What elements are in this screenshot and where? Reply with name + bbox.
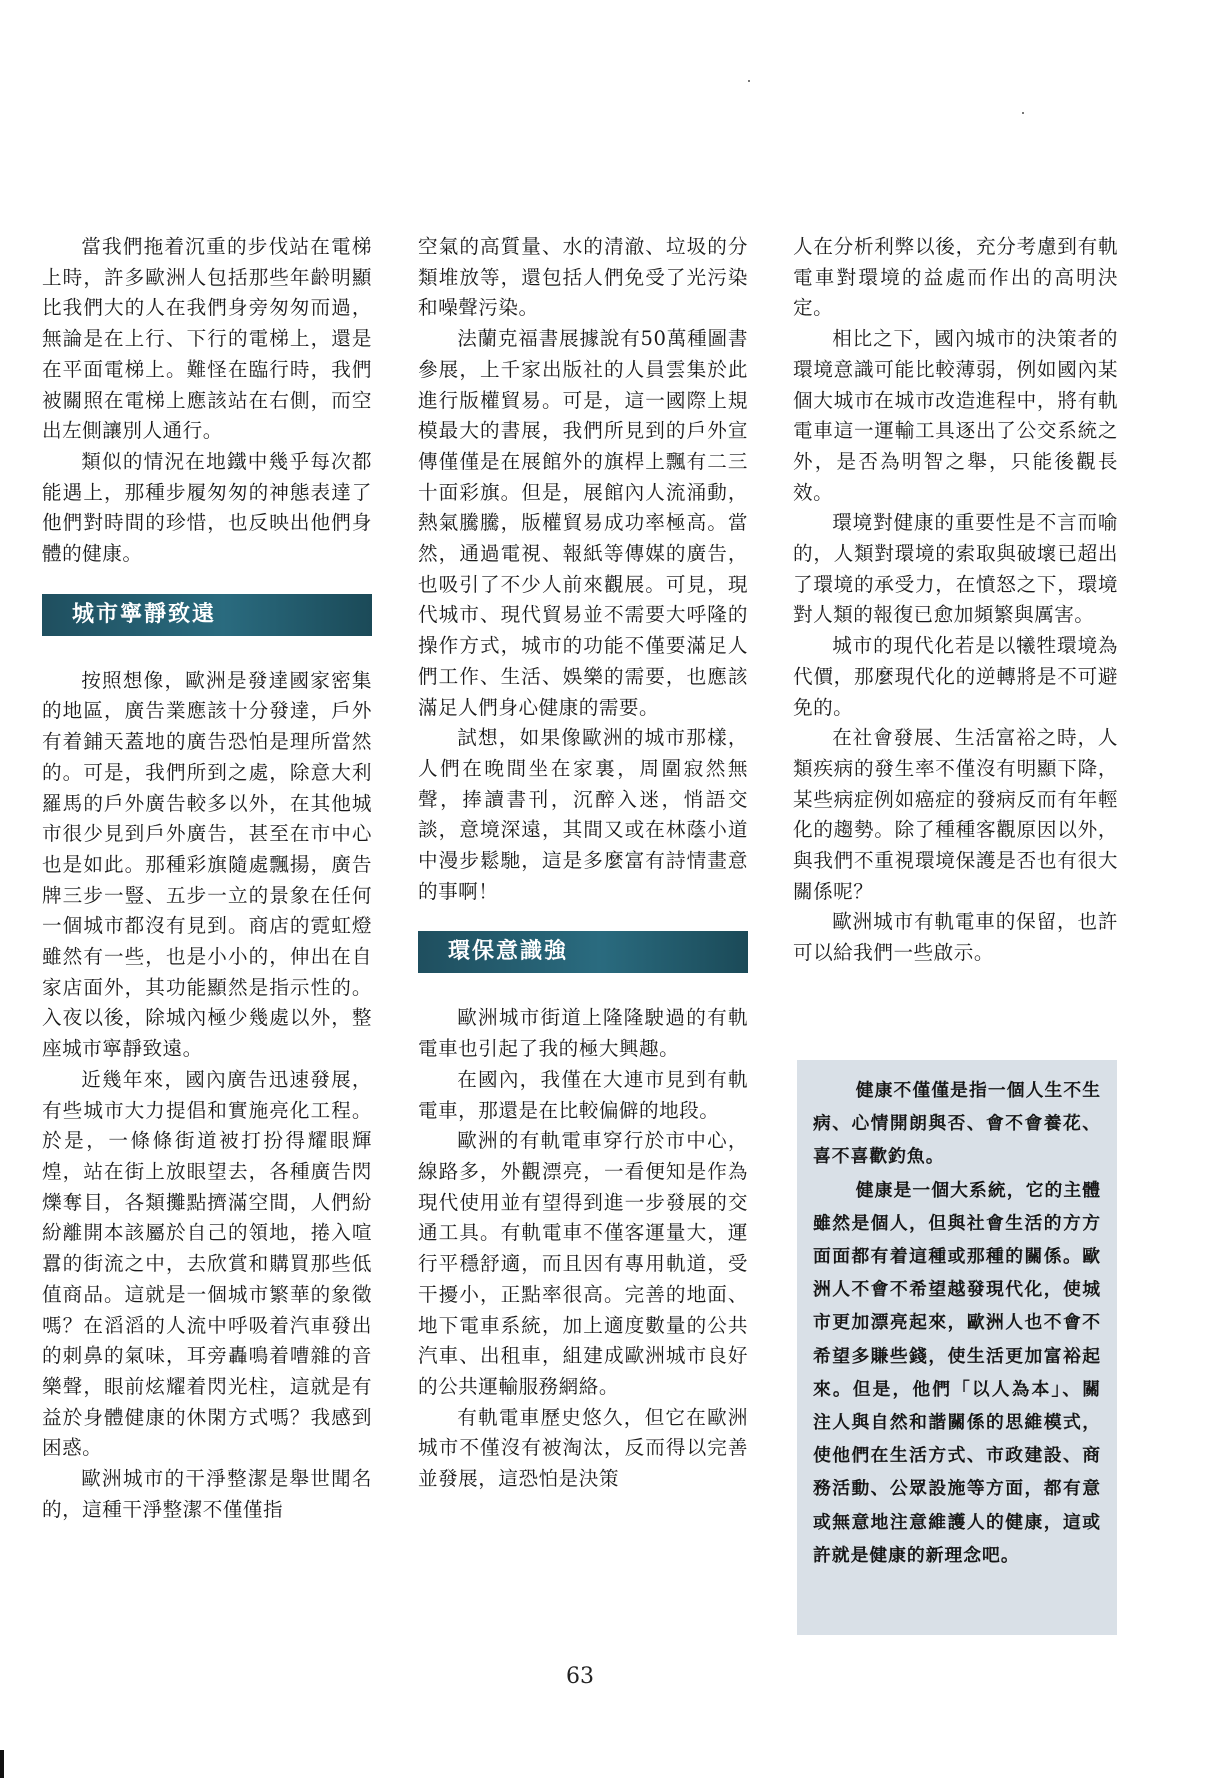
paragraph: 在國內，我僅在大連市見到有軌電車，那還是在比較偏僻的地段。 (418, 1067, 748, 1122)
paragraph: 環境對健康的重要性是不言而喻的，人類對環境的索取與破壞已超出了環境的承受力，在憤怒之下，環境對人類的報復已愈加頻繁與厲害。 (793, 511, 1118, 627)
crop-mark (0, 1750, 4, 1778)
paragraph: 歐洲城市的干淨整潔是舉世聞名的，這種干淨整潔不僅僅指 (42, 1467, 372, 1521)
paragraph: 歐洲城市街道上隆隆駛過的有軌電車也引起了我的極大興趣。 (418, 1006, 748, 1061)
paragraph: 試想，如果像歐洲的城市那樣，人們在晚間坐在家裏，周圍寂然無聲，捧讀書刊，沉醉入迷，悄語交談，意境深遠，其間又或在林蔭小道中漫步鬆馳，這是多麼富有詩情畫意的事啊！ (418, 726, 748, 903)
paragraph: 城市的現代化若是以犧牲環境為代價，那麼現代化的逆轉將是不可避免的。 (793, 634, 1118, 719)
paragraph: 當我們拖着沉重的步伐站在電梯上時，許多歐洲人包括那些年齡明顯比我們大的人在我們身旁匆匆而過，無論是在上行、下行的電梯上，還是在平面電梯上。難怪在臨行時，我們被關照在電梯上應該站在右側，而空出左側讓別人通行。 (42, 235, 372, 443)
scan-speck (1022, 112, 1024, 114)
sidebar-paragraph: 健康不僅僅是指一個人生不生病、心情開朗與否、會不會養花、喜不喜歡釣魚。 (813, 1080, 1101, 1168)
scan-speck (748, 80, 750, 82)
column-2 (418, 232, 748, 1495)
paragraph: 類似的情況在地鐵中幾乎每次都能遇上，那種步履匆匆的神態表達了他們對時間的珍惜，也反映出他們身體的健康。 (42, 449, 372, 566)
paragraph: 法蘭克福書展據說有50萬種圖書參展，上千家出版社的人員雲集於此進行版權貿易。可是，這一國際上規模最大的書展，我們所見到的戶外宣傳僅僅是在展館外的旗桿上飄有二三十面彩旗。但是，展館內人流涌動，熱氣騰騰，版權貿易成功率極高。當然，通過電視、報紙等傳媒的廣告，也吸引了不少人前來觀展。可見，現代城市、現代貿易並不需要大呼隆的操作方式，城市的功能不僅要滿足人們工作、生活、娛樂的需要，也應該滿足人們身心健康的需要。 (418, 327, 748, 719)
paragraph: 按照想像，歐洲是發達國家密集的地區，廣告業應該十分發達，戶外有着鋪天蓋地的廣告恐怕是理所當然的。可是，我們所到之處，除意大利羅馬的戶外廣告較多以外，在其他城市很少見到戶外廣告，甚至在市中心也是如此。那種彩旗隨處飄揚，廣告牌三步一豎、五步一立的景象在任何一個城市都沒有見到。商店的霓虹燈雖然有一些，也是小小的，伸出在自家店面外，其功能顯然是指示性的。入夜以後，除城內極少幾處以外，整座城市寧靜致遠。 (42, 668, 372, 1061)
column-1 (42, 232, 372, 1525)
paragraph: 在社會發展、生活富裕之時，人類疾病的發生率不僅沒有明顯下降，某些病症例如癌症的發病反而有年輕化的趨勢。除了種種客觀原因以外，與我們不重視環境保護是否也有很大關係呢？ (793, 726, 1118, 903)
page-number: 63 (566, 1664, 594, 1689)
column-3 (793, 232, 1118, 969)
section-heading: 城市寧靜致遠 (42, 594, 372, 636)
sidebar-box (797, 1060, 1117, 1635)
paragraph: 歐洲城市有軌電車的保留，也許可以給我們一些啟示。 (793, 910, 1118, 965)
paragraph: 歐洲的有軌電車穿行於市中心，線路多，外觀漂亮，一看便知是作為現代使用並有望得到進一步發展的交通工具。有軌電車不僅客運量大，運行平穩舒適，而且因有專用軌道，受干擾小，正點率很高。完善的地面、地下電車系統，加上適度數量的公共汽車、出租車，組建成歐洲城市良好的公共運輸服務網絡。 (418, 1129, 748, 1398)
paragraph-continued: 人在分析利弊以後，充分考慮到有軌電車對環境的益處而作出的高明決定。 (793, 235, 1118, 320)
paragraph: 近幾年來，國內廣告迅速發展，有些城市大力提倡和實施亮化工程。於是，一條條街道被打扮得耀眼輝煌，站在街上放眼望去，各種廣告閃爍奪目，各類攤點擠滿空間，人們紛紛離開本該屬於自己的領地，捲入喧囂的街流之中，去欣賞和購買那些低值商品。這就是一個城市繁華的象徵嗎？在滔滔的人流中呼吸着汽車發出的刺鼻的氣味，耳旁轟鳴着嘈雜的音樂聲，眼前炫耀着閃光柱，這就是有益於身體健康的休閑方式嗎？我感到困惑。 (42, 1067, 372, 1460)
sidebar-paragraph: 健康是一個大系統，它的主體雖然是個人，但與社會生活的方方面面都有着這種或那種的關係。歐洲人不會不希望越發現代化，使城市更加漂亮起來，歐洲人也不會不希望多賺些錢，使生活更加富裕起來。但是，他們「以人為本」、關注人與自然和諧關係的思維模式，使他們在生活方式、市政建設、商務活動、公眾設施等方面，都有意或無意地注意維護人的健康，這或許就是健康的新理念吧。 (813, 1179, 1101, 1566)
paragraph-continued: 空氣的高質量、水的清澈、垃圾的分類堆放等，還包括人們免受了光污染和噪聲污染。 (418, 235, 748, 320)
paragraph: 有軌電車歷史悠久，但它在歐洲城市不僅沒有被淘汰，反而得以完善並發展，這恐怕是決策 (418, 1405, 748, 1491)
paragraph: 相比之下，國內城市的決策者的環境意識可能比較薄弱，例如國內某個大城市在城市改造進程中，將有軌電車這一運輸工具逐出了公交系統之外，是否為明智之舉，只能後觀長效。 (793, 327, 1118, 504)
section-heading: 環保意識強 (418, 931, 748, 973)
